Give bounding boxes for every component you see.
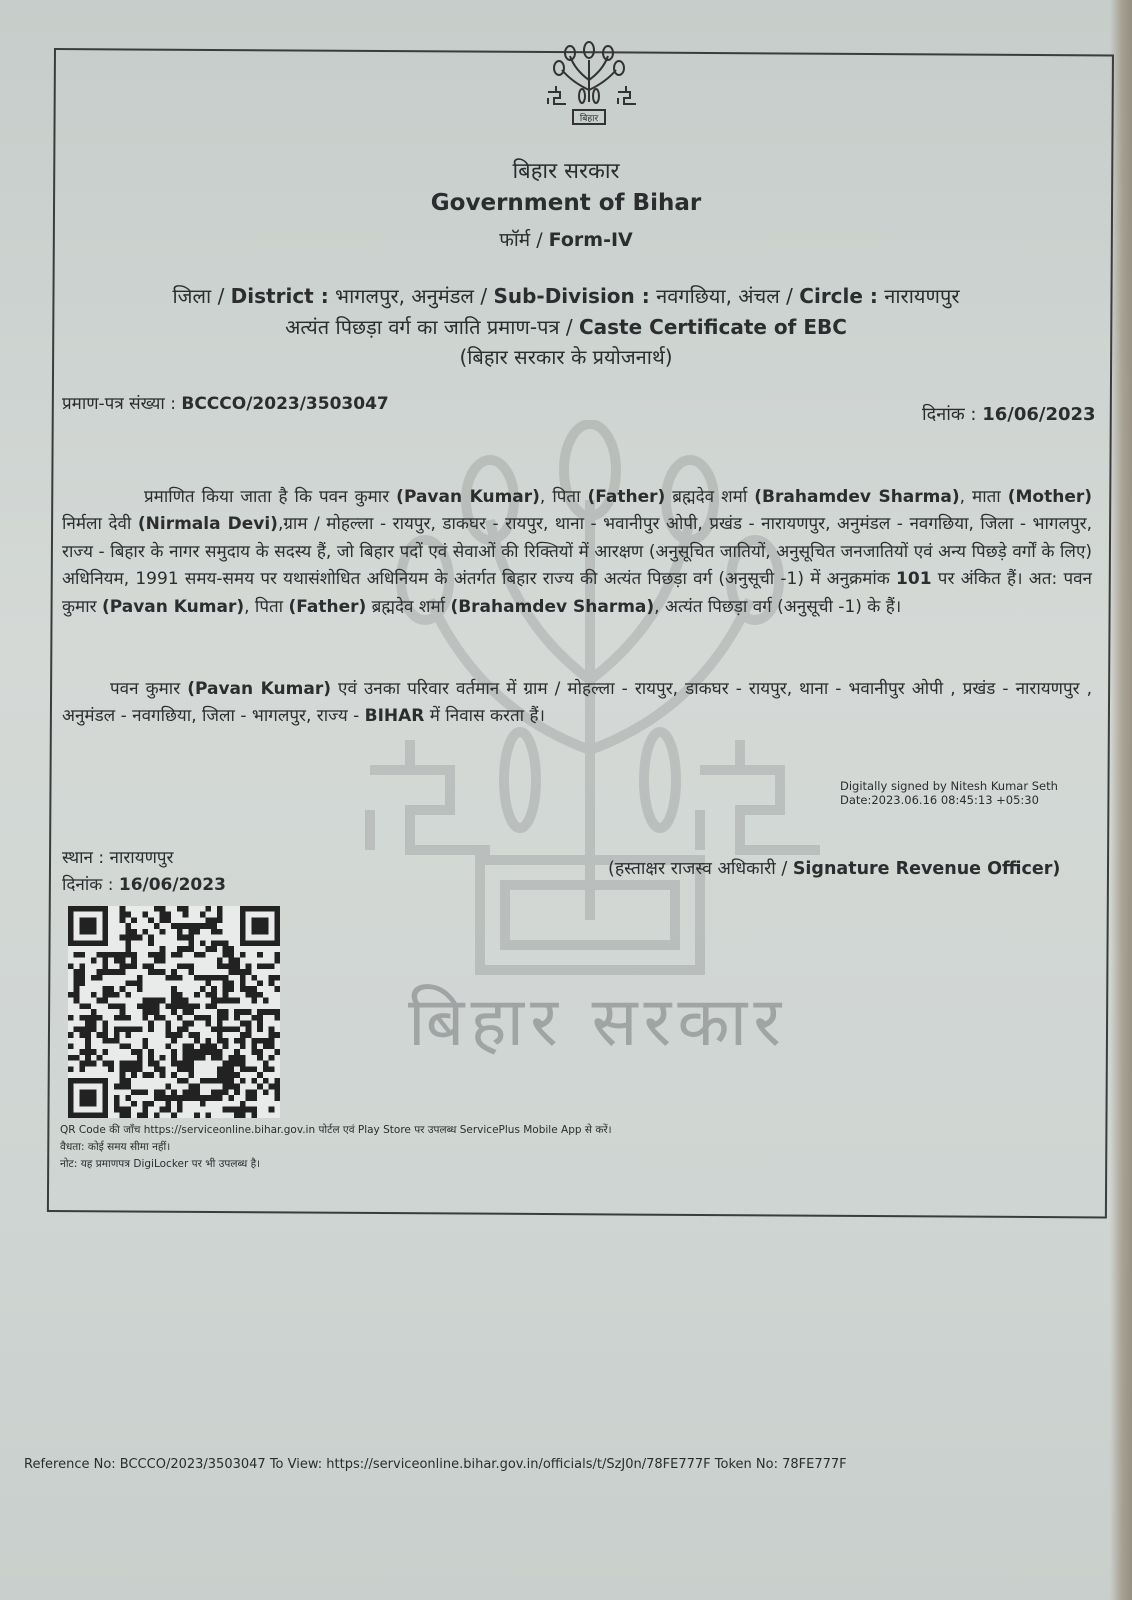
circle-value: नारायणपुर xyxy=(877,284,960,308)
district-label-en: District : xyxy=(230,284,329,308)
certificate-title xyxy=(0,313,1132,340)
p1-text-g: पर अंकित हैं। अत: पवन कुमार xyxy=(62,569,1092,617)
note-validity: वैधता: कोई समय सीमा नहीं। xyxy=(60,1141,171,1153)
bottom-date-value: 16/06/2023 xyxy=(118,875,226,895)
district-line xyxy=(0,282,1132,309)
qr-code-icon[interactable] xyxy=(68,906,280,1118)
issue-date xyxy=(922,402,1096,426)
form-english: Form-IV xyxy=(548,229,633,251)
place-label: स्थान : xyxy=(62,848,110,868)
verification-notes xyxy=(60,1122,612,1173)
circle-label-en: Circle : xyxy=(799,284,878,308)
bottom-date-label: दिनांक : xyxy=(62,875,119,895)
note-digilocker: नोट: यह प्रमाणपत्र DigiLocker पर भी उपलब्ध है। xyxy=(60,1158,261,1170)
place-value: नारायणपुर xyxy=(109,848,174,868)
subdivision-label-en: Sub-Division : xyxy=(493,284,650,308)
p1-text-a: प्रमाणित किया जाता है कि पवन कुमार xyxy=(144,487,397,507)
issue-date-label: दिनांक : xyxy=(922,404,983,425)
certification-paragraph xyxy=(62,484,1092,621)
p1-mother-en: (Nirmala Devi) xyxy=(137,514,278,535)
p1-text-b: , पिता xyxy=(539,487,588,507)
place-line xyxy=(62,845,226,872)
digital-signature-signer: Digitally signed by Nitesh Kumar Seth xyxy=(840,779,1058,793)
subdivision-value: नवगछिया, अंचल / xyxy=(649,284,800,308)
digital-signature xyxy=(840,779,1058,807)
reference-footer: Reference No: BCCCO/2023/3503047 To View: https://serviceonline.bihar.gov.in/officials/t/SzJ0n/78FE777F Token No: 78FE777F xyxy=(24,1457,847,1472)
digital-signature-date: Date:2023.06.16 08:45:13 +05:30 xyxy=(840,793,1039,807)
p1-serial: 101 xyxy=(896,569,932,590)
watermark-text: बिहार सरकार xyxy=(408,983,788,1062)
issue-date-value: 16/06/2023 xyxy=(982,404,1096,425)
p2-text-c: में निवास करता हैं। xyxy=(424,706,545,727)
p1-text-d: , माता xyxy=(959,487,1008,507)
signature-caption-hindi: (हस्ताक्षर राजस्व अधिकारी / xyxy=(608,859,793,879)
p1-text-j: , अत्यंत पिछड़ा वर्ग (अनुसूची -1) के हैं। xyxy=(654,596,902,617)
certificate-number-value: BCCCO/2023/3503047 xyxy=(181,394,389,414)
p1-text-i: ब्रह्मदेव शर्मा xyxy=(366,596,451,617)
p1-name-en2: (Pavan Kumar) xyxy=(101,596,245,617)
certificate-number xyxy=(62,391,389,414)
signature-caption-english: Signature Revenue Officer) xyxy=(792,859,1061,879)
p1-text-f: ,ग्राम / मोहल्ला - रायपुर, डाकघर - रायपुर, थाना - भवानीपुर ओपी, प्रखंड - नारायणपुर, अनुमंडल - नवगछिया, जिला - भागलपुर, राज्य - बिहार के नागर समुदाय के सदस्य हैं, जो बिहार पदों एवं सेवाओं की रिक्तियों में आरक्षण (अनुसूचित जातियों, अनुसूचित जनजातियों एवं अन्य पिछड़े वर्गों के लिए) अधिनियम, 1991 समय-समय पर यथासंशोधित अधिनियम के अंतर्गत बिहार राज्य की अत्यंत पिछड़ा वर्ग (अनुसूची -1) में अनुक्रमांक xyxy=(62,514,1093,590)
form-title xyxy=(0,226,1132,252)
p1-father-en: (Brahamdev Sharma) xyxy=(754,487,960,507)
bottom-date-line xyxy=(62,872,226,899)
p1-father-label: (Father) xyxy=(587,487,666,507)
certificate-purpose: (बिहार सरकार के प्रयोजनार्थ) xyxy=(459,345,673,369)
bihar-bodhi-tree-emblem-icon xyxy=(542,40,636,130)
note-qr-verification: QR Code की जाँच https://serviceonline.bihar.gov.in पोर्टल एवं Play Store पर उपलब्ध ServicePlus Mobile App से करें। xyxy=(60,1124,612,1136)
p2-text-b: एवं उनका परिवार वर्तमान में ग्राम / मोहल्ला - रायपुर, डाकघर - रायपुर, थाना - भवानीपुर ओपी , प्रखंड - नारायणपुर , अनुमंडल - नवगछिया, जिला - भागलपुर, राज्य - xyxy=(62,679,1092,727)
emblem-label: बिहार xyxy=(579,114,599,124)
certificate-title-hindi: अत्यंत पिछड़ा वर्ग का जाति प्रमाण-पत्र / xyxy=(285,315,579,339)
header-english-title: Government of Bihar xyxy=(430,190,702,216)
p1-father-en2: (Brahamdev Sharma) xyxy=(450,596,655,617)
form-hindi: फॉर्म / xyxy=(499,229,549,251)
residence-paragraph xyxy=(62,676,1092,731)
place-and-date xyxy=(62,845,226,899)
p1-father-label2: (Father) xyxy=(288,596,367,617)
p1-name-en: (Pavan Kumar) xyxy=(396,487,540,507)
header-hindi-title: बिहार सरकार xyxy=(512,159,620,184)
certificate-title-english: Caste Certificate of EBC xyxy=(578,315,847,339)
p2-state-en: BIHAR xyxy=(364,706,425,727)
district-label: जिला / xyxy=(172,284,231,308)
p2-text-a: पवन कुमार xyxy=(110,679,188,699)
certificate-number-label: प्रमाण-पत्र संख्या : xyxy=(62,394,182,414)
p1-mother-label: (Mother) xyxy=(1007,487,1092,507)
p1-text-c: ब्रह्मदेव शर्मा xyxy=(665,487,755,507)
p1-text-e: निर्मला देवी xyxy=(62,514,138,535)
p2-name-en: (Pavan Kumar) xyxy=(187,679,331,699)
p1-text-h: , पिता xyxy=(244,596,289,617)
signature-caption xyxy=(608,856,1060,880)
district-value: भागलपुर, अनुमंडल / xyxy=(328,284,494,308)
